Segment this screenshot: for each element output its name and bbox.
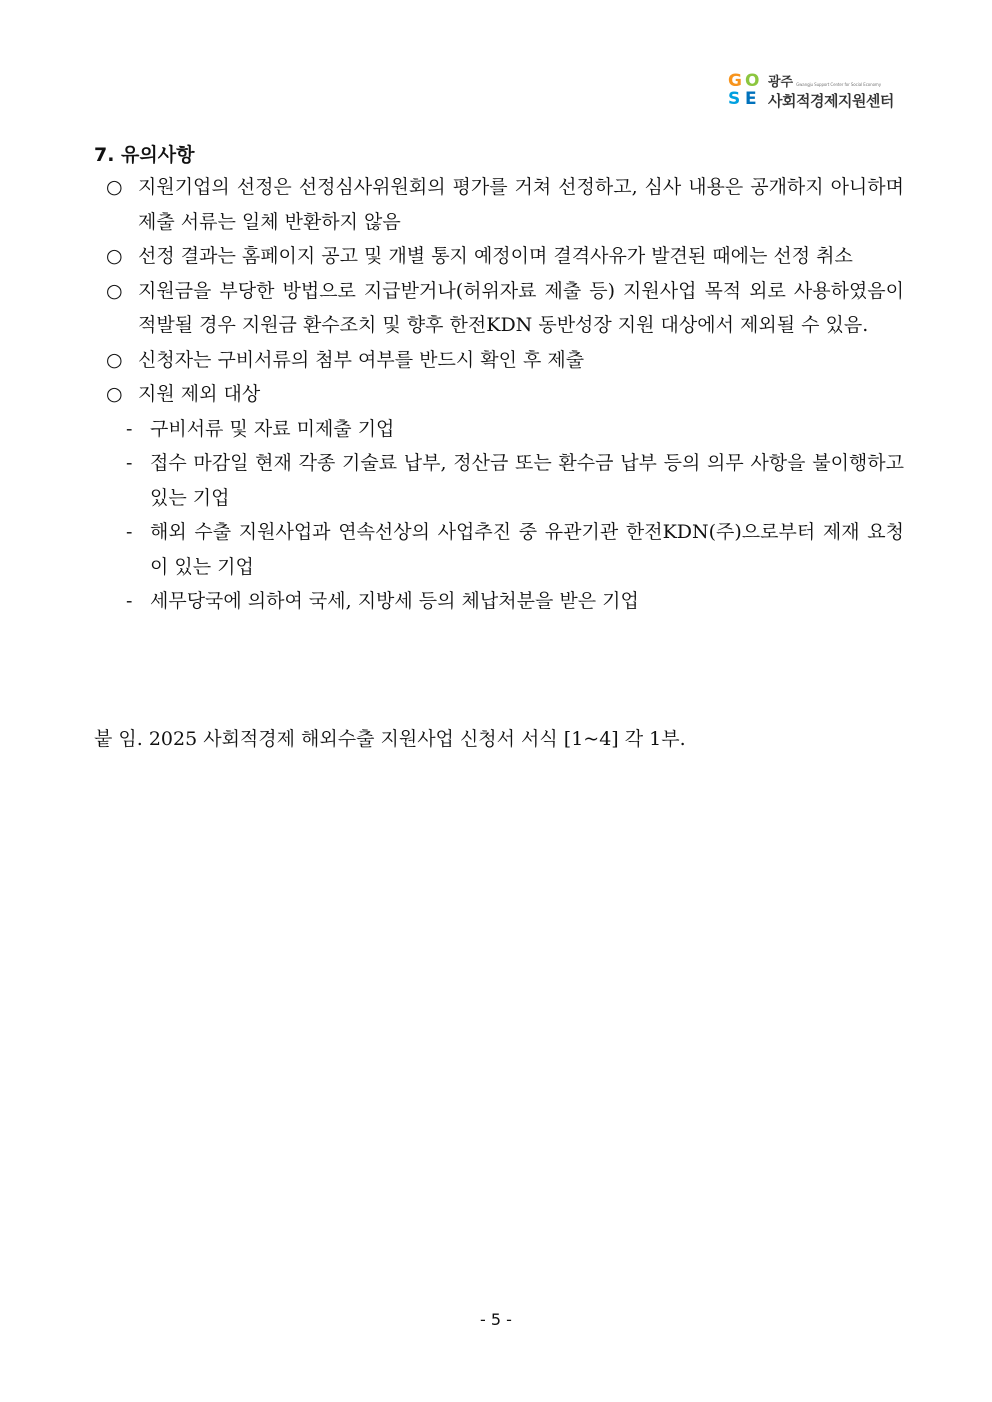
go-se-logo-icon: G O S E <box>728 71 760 109</box>
list-item <box>94 343 904 378</box>
attachment-note: 붙 임. 2025 사회적경제 해외수출 지원사업 신청서 서식 [1~4] 각 1부. <box>94 728 686 750</box>
circle-bullet-icon: ○ <box>106 348 123 371</box>
list-item-text: 신청자는 구비서류의 첨부 여부를 반드시 확인 후 제출 <box>138 348 585 371</box>
logo-text <box>768 71 894 111</box>
list-item <box>94 170 904 239</box>
logo-city: 광주 <box>768 75 794 90</box>
dash-bullet-icon: - <box>126 417 133 440</box>
exclusion-item-text: 구비서류 및 자료 미제출 기업 <box>150 417 395 440</box>
list-item-text: 선정 결과는 홈페이지 공고 및 개별 통지 예정이며 결격사유가 발견된 때에는 선정 취소 <box>138 245 853 267</box>
exclusion-item-text: 세무당국에 의하여 국세, 지방세 등의 체납처분을 받은 기업 <box>150 590 639 612</box>
exclusion-item <box>126 412 904 447</box>
list-item-text: 지원 제외 대상 <box>138 383 261 405</box>
dash-bullet-icon: - <box>126 452 133 474</box>
logo-tagline: Gwangju Support Center for Social Economy <box>796 82 881 87</box>
list-item <box>94 239 904 274</box>
circle-bullet-icon: ○ <box>106 245 123 267</box>
exclusion-item <box>126 446 904 515</box>
exclusion-item <box>126 515 904 584</box>
page-number: - 5 - <box>480 1310 512 1329</box>
dash-bullet-icon: - <box>126 521 133 543</box>
list-item-text: 지원금을 부당한 방법으로 지급받거나(허위자료 제출 등) 지원사업 목적 외로 사용하였음이 적발될 경우 지원금 환수조치 및 향후 한전KDN 동반성장 지원 대상에서 제외될 수 있음. <box>138 279 904 336</box>
circle-bullet-icon: ○ <box>106 279 123 302</box>
exclusion-item-text: 해외 수출 지원사업과 연속선상의 사업추진 중 유관기관 한전KDN(주)으로부터 제재 요청이 있는 기업 <box>150 521 904 578</box>
exclusion-item-text: 접수 마감일 현재 각종 기술료 납부, 정산금 또는 환수금 납부 등의 의무 사항을 불이행하고 있는 기업 <box>150 452 904 509</box>
exclusion-item <box>126 584 904 619</box>
dash-bullet-icon: - <box>126 590 133 612</box>
list-item-text: 지원기업의 선정은 선정심사위원회의 평가를 거쳐 선정하고, 심사 내용은 공개하지 아니하며 제출 서류는 일체 반환하지 않음 <box>138 176 904 233</box>
logo-name: 사회적경제지원센터 <box>768 92 894 110</box>
organization-logo <box>728 70 928 112</box>
circle-bullet-icon: ○ <box>106 383 123 405</box>
circle-bullet-icon: ○ <box>106 176 123 198</box>
list-item <box>94 274 904 343</box>
section-title: 7. 유의사항 <box>94 144 195 166</box>
list-item <box>94 377 904 412</box>
notice-list <box>94 170 904 619</box>
